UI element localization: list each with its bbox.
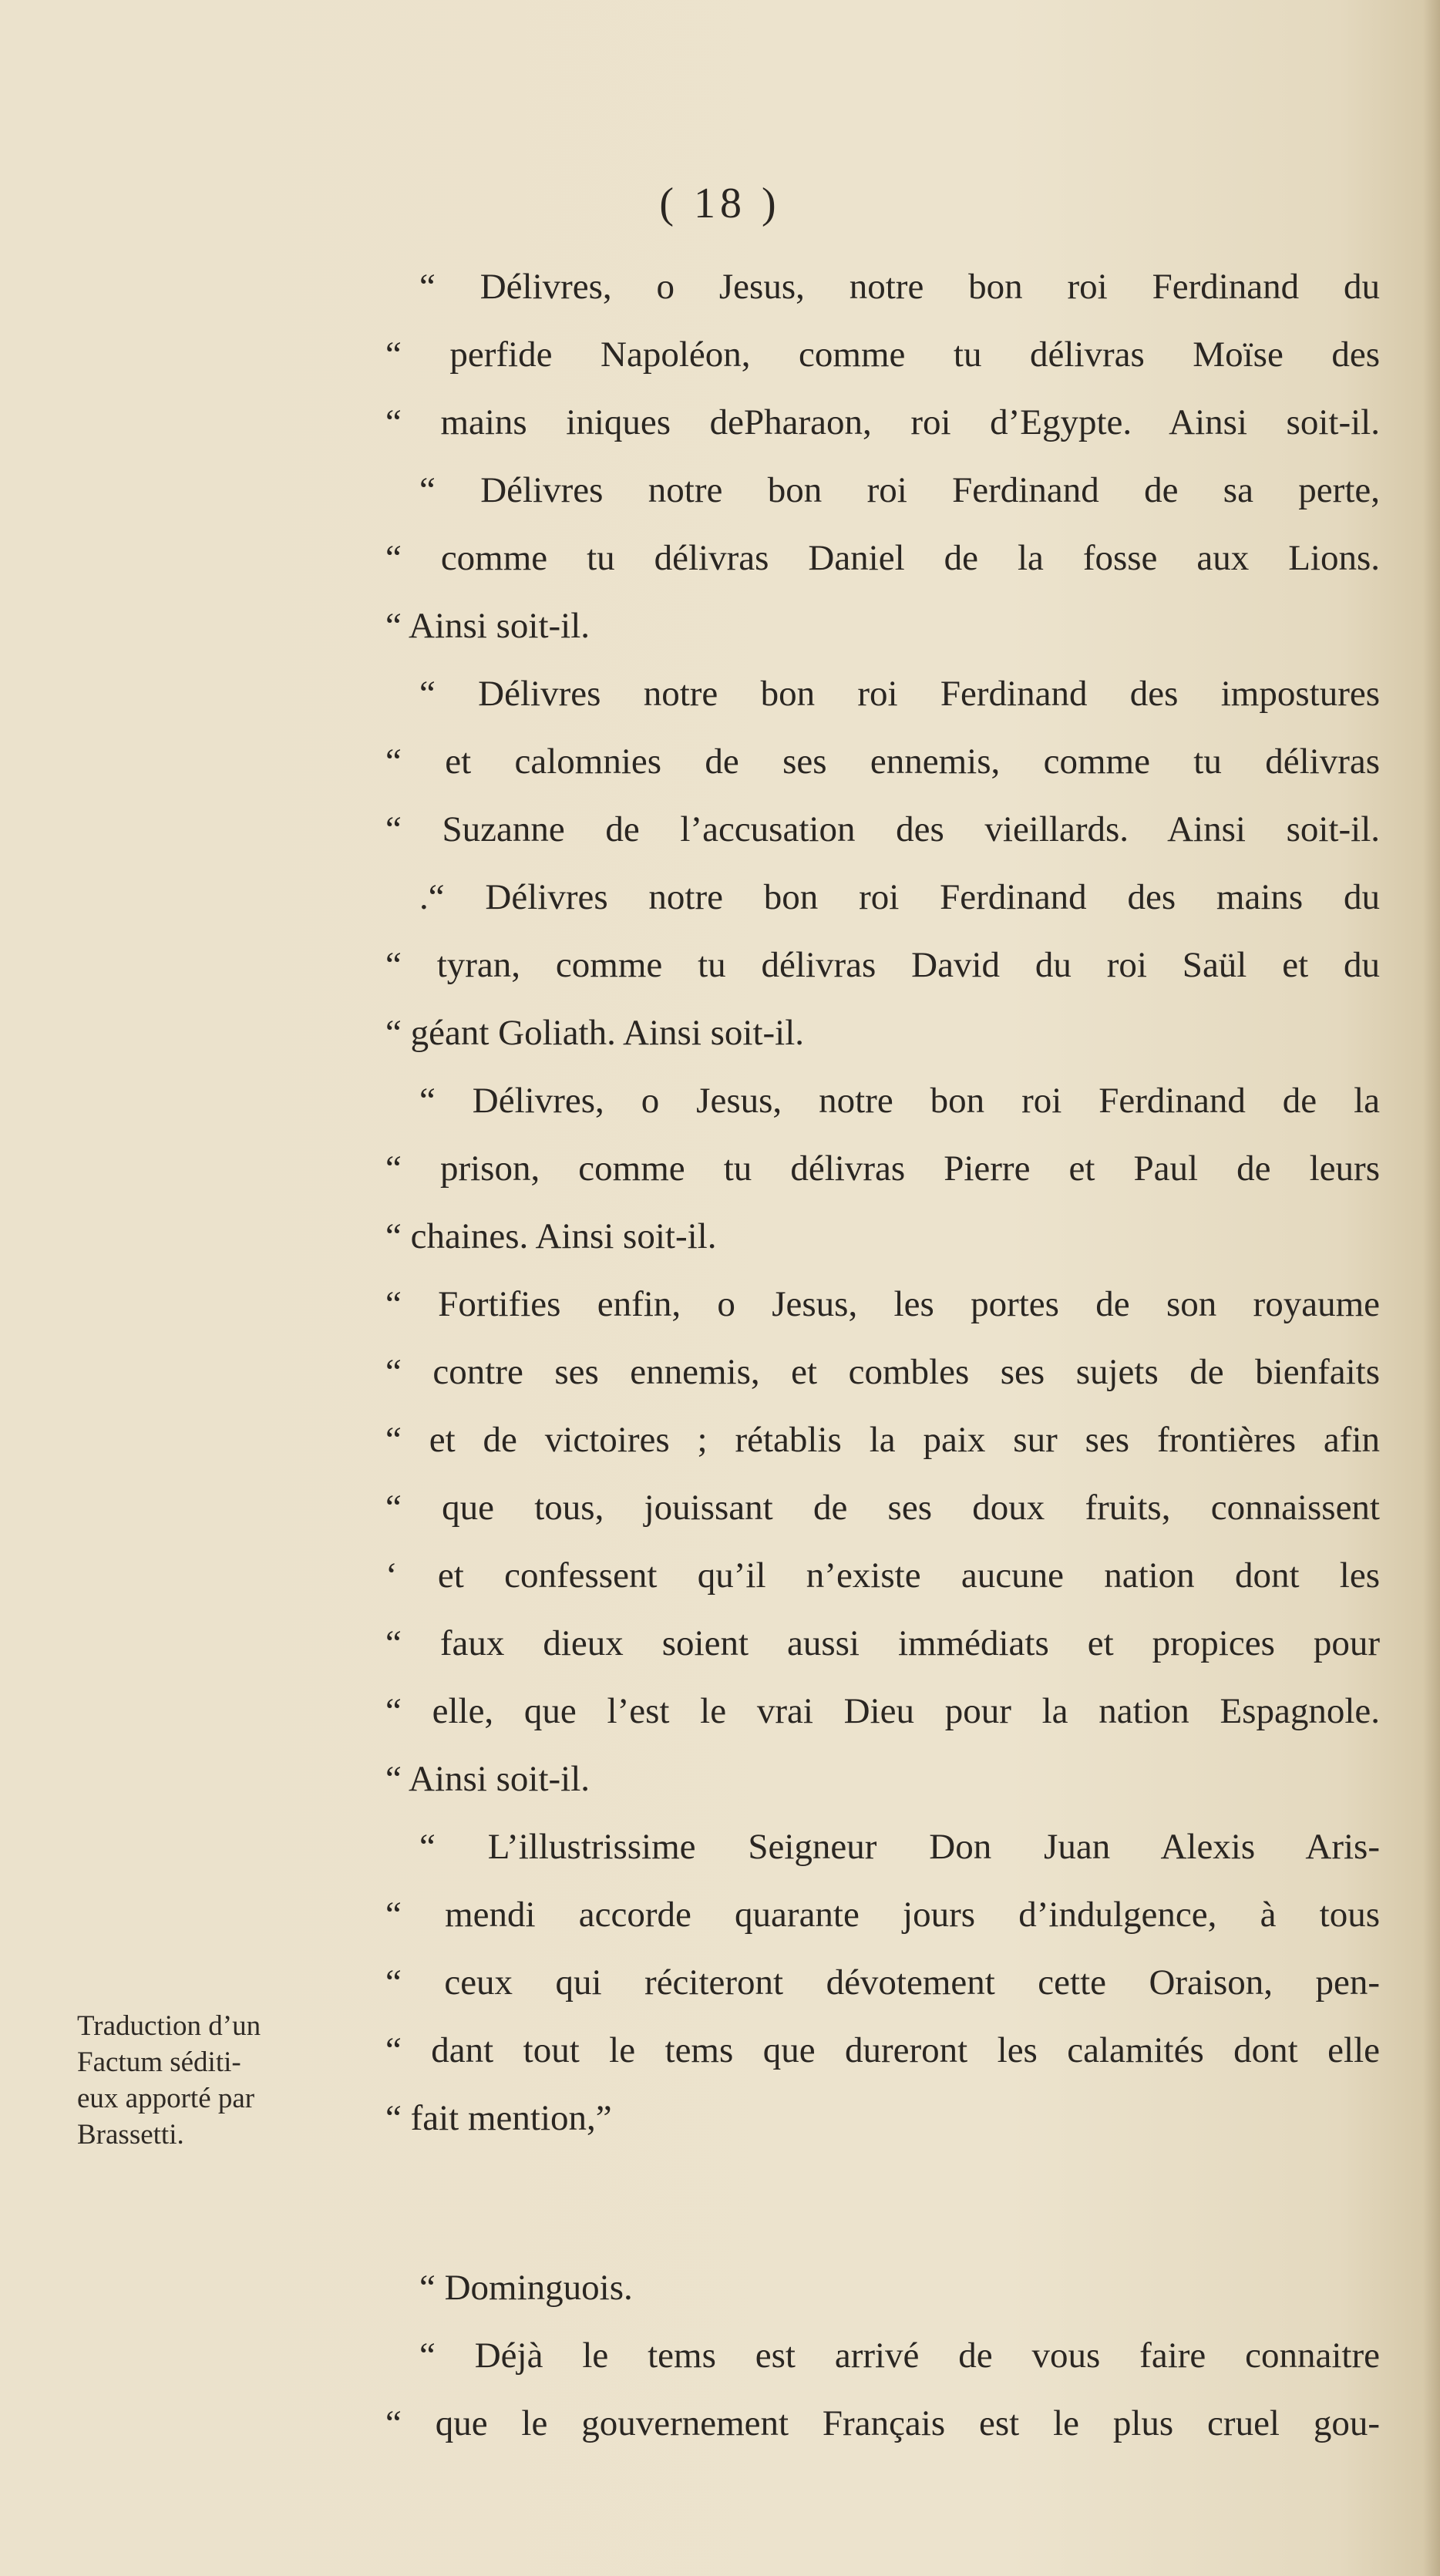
text-line: “ Dominguois. <box>419 2268 633 2308</box>
text-line: “ elle, que l’est le vrai Dieu pour la nation Espagnole. <box>385 1691 1380 1731</box>
text-line: “ contre ses ennemis, et combles ses sujets de bienfaits <box>385 1352 1380 1392</box>
text-line: “ que tous, jouissant de ses doux fruits, connaissent <box>385 1488 1380 1528</box>
text-line: .“ Délivres notre bon roi Ferdinand des mains du <box>419 877 1380 917</box>
text-line: “ Déjà le tems est arrivé de vous faire connaitre <box>419 2336 1380 2376</box>
text-line: “ Délivres notre bon roi Ferdinand des impostures <box>419 674 1380 714</box>
text-line: “ que le gouvernement Français est le plus cruel gou- <box>385 2403 1380 2443</box>
text-line: “ perfide Napoléon, comme tu délivras Moïse des <box>385 335 1380 375</box>
page-number: ( 18 ) <box>659 180 781 227</box>
text-line: “ dant tout le tems que dureront les calamités dont elle <box>385 2030 1380 2070</box>
text-line: “ tyran, comme tu délivras David du roi Saül et du <box>385 945 1380 985</box>
text-line: “ comme tu délivras Daniel de la fosse aux Lions. <box>385 538 1380 578</box>
text-line: “ mendi accorde quarante jours d’indulgence, à tous <box>385 1895 1380 1935</box>
text-line: “ prison, comme tu délivras Pierre et Paul de leurs <box>385 1148 1380 1189</box>
text-line: “ et de victoires ; rétablis la paix sur ses frontières afin <box>385 1420 1380 1460</box>
margin-note-line: Brassetti. <box>77 2119 184 2151</box>
text-line: “ L’illustrissime Seigneur Don Juan Alexis Aris- <box>419 1827 1380 1867</box>
text-line: “ Délivres notre bon roi Ferdinand de sa perte, <box>419 470 1380 510</box>
text-line: “ Fortifies enfin, o Jesus, les portes de son royaume <box>385 1284 1380 1324</box>
factum-paragraphs <box>385 2254 1380 2457</box>
text-line: “ fait mention,” <box>385 2098 612 2138</box>
text-line: “ Ainsi soit-il. <box>385 1759 590 1799</box>
text-line: “ chaines. Ainsi soit-il. <box>385 1216 717 1256</box>
margin-note <box>77 2008 331 2153</box>
text-line: “ Délivres, o Jesus, notre bon roi Ferdinand de la <box>419 1081 1380 1121</box>
text-line: “ et calomnies de ses ennemis, comme tu délivras <box>385 742 1380 782</box>
prayer-paragraphs <box>385 253 1380 2152</box>
page-edge-shadow <box>1423 0 1440 2576</box>
text-line: ‘ et confessent qu’il n’existe aucune nation dont les <box>385 1555 1380 1596</box>
text-line: “ ceux qui réciteront dévotement cette Oraison, pen- <box>385 1962 1380 2003</box>
margin-note-line: Factum séditi- <box>77 2046 241 2078</box>
margin-note-line: eux apporté par <box>77 2083 255 2114</box>
text-line: “ géant Goliath. Ainsi soit-il. <box>385 1013 805 1053</box>
margin-note-line: Traduction d’un <box>77 2010 261 2042</box>
text-line: “ Suzanne de l’accusation des vieillards. Ainsi soit-il. <box>385 809 1380 849</box>
text-line: “ Ainsi soit-il. <box>385 606 590 646</box>
section-gap <box>385 2152 1380 2254</box>
text-line: “ Délivres, o Jesus, notre bon roi Ferdinand du <box>419 267 1380 307</box>
text-line: “ faux dieux soient aussi immédiats et propices pour <box>385 1623 1380 1663</box>
main-text-block <box>385 253 1380 2457</box>
text-line: “ mains iniques dePharaon, roi d’Egypte. Ainsi soit-il. <box>385 402 1380 442</box>
